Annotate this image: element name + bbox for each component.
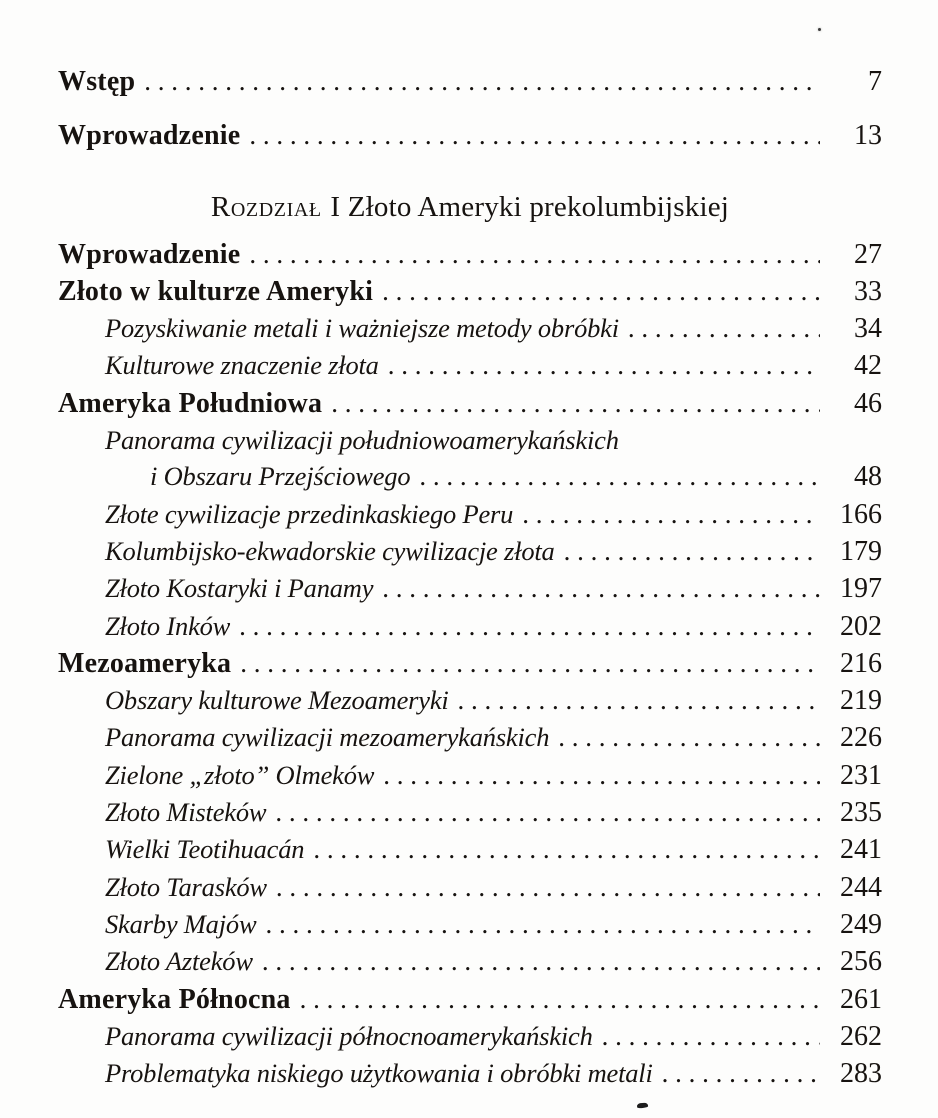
toc-entry-label: Wielki Teotihuacán (105, 834, 305, 865)
toc-entry (58, 1055, 882, 1092)
toc-entry-label: Obszary kulturowe Mezoameryki (105, 685, 449, 716)
toc-entry-page: 179 (840, 535, 882, 567)
toc-entry (58, 496, 882, 533)
toc-entry-label: Panorama cywilizacji południowoamerykańskich (105, 425, 619, 456)
dot-leader (300, 981, 820, 1017)
dot-leader (275, 794, 820, 830)
toc-entry-label: Złote cywilizacje przedinkaskiego Peru (105, 498, 514, 529)
dot-leader (240, 645, 820, 681)
toc-entry (58, 570, 882, 607)
toc-entry-page: 166 (840, 498, 882, 530)
toc-entry (58, 273, 882, 310)
toc-entry (58, 869, 882, 906)
dot-leader (564, 533, 820, 569)
dot-leader (662, 1055, 820, 1091)
dot-leader (144, 63, 820, 99)
dot-leader (558, 719, 820, 755)
toc-entry-label: Złoto Azteków (105, 946, 253, 977)
toc-entry-page: 13 (854, 120, 882, 152)
toc-entry (58, 117, 882, 154)
toc-entry-page: 231 (840, 759, 882, 791)
toc-entry-page: 34 (854, 313, 882, 345)
toc-entry-label: Pozyskiwanie metali i ważniejsze metody obróbki (105, 313, 619, 344)
toc-entry (58, 831, 882, 868)
toc-entry (58, 794, 882, 831)
toc-entry (58, 645, 882, 682)
toc-entry (58, 310, 882, 347)
toc-entry (58, 981, 882, 1018)
toc-entry-label: Złoto w kulturze Ameryki (58, 275, 374, 307)
chapter-heading-rozdzial: Rozdział (210, 190, 322, 223)
toc-entry-page: 244 (840, 871, 882, 903)
toc-entry-label: Kulturowe znaczenie złota (105, 350, 379, 381)
chapter-heading (58, 187, 882, 227)
chapter-heading-title: I Złoto Ameryki prekolumbijskiej (330, 190, 730, 223)
dot-leader (383, 757, 820, 793)
toc-entry-page: 48 (854, 461, 882, 493)
toc-entry-page: 249 (840, 908, 882, 940)
toc-entry-label: Ameryka Północna (58, 983, 291, 1015)
toc-entry-page: 256 (840, 946, 882, 978)
chapter-toc-entries (58, 236, 882, 1093)
toc-entry-label: Panorama cywilizacji mezoamerykańskich (105, 722, 550, 753)
toc-entry (58, 63, 882, 100)
toc-entry-label: Złoto Misteków (105, 797, 267, 828)
toc-entry-label: Zielone „złoto” Olmeków (105, 759, 375, 790)
toc-entry-page: 261 (840, 983, 882, 1015)
dot-leader (265, 906, 820, 942)
toc-entry-label: Mezoameryka (58, 647, 232, 679)
toc-entry (58, 682, 882, 719)
toc-entry-label: Złoto Inków (105, 610, 231, 641)
toc-entry (58, 608, 882, 645)
toc-entry-page: 33 (854, 275, 882, 307)
toc-entry-label: Kolumbijsko-ekwadorskie cywilizacje złota (105, 535, 555, 566)
toc-entry-page: 202 (840, 610, 882, 642)
dot-leader (262, 943, 820, 979)
dot-leader (382, 570, 820, 606)
dot-leader (458, 682, 820, 718)
toc-entry (58, 533, 882, 570)
toc-entry-label: i Obszaru Przejściowego (150, 461, 411, 492)
scan-artifact-dot-icon (818, 28, 821, 31)
toc-entry-page: 235 (840, 797, 882, 829)
dot-leader (313, 831, 820, 867)
toc-entry-label: Złoto Tarasków (105, 871, 267, 902)
toc-entry-label: Skarby Majów (105, 908, 257, 939)
toc-entry-label: Panorama cywilizacji północnoamerykańskich (105, 1020, 593, 1051)
dot-leader (602, 1018, 820, 1054)
toc-entry-page: 216 (840, 647, 882, 679)
dot-leader (522, 496, 820, 532)
toc-entry-page: 226 (840, 722, 882, 754)
toc-entry-label: Ameryka Południowa (58, 387, 323, 419)
toc-entry-label: Wprowadzenie (58, 120, 241, 152)
dot-leader (388, 347, 820, 383)
toc-entry-page: 42 (854, 350, 882, 382)
toc-entry-page: 7 (868, 66, 882, 97)
toc-entry-label: Problematyka niskiego użytkowania i obróbki metali (105, 1058, 653, 1089)
toc-entry-page: 262 (840, 1020, 882, 1052)
toc-entry-line2 (58, 458, 882, 495)
toc-entry (58, 1018, 882, 1055)
toc-entry-line1 (58, 422, 882, 458)
toc-entry-page: 283 (840, 1058, 882, 1090)
front-matter-entries (58, 63, 882, 155)
toc-entry (58, 236, 882, 273)
toc-entry (58, 906, 882, 943)
toc-entry (58, 385, 882, 422)
dot-leader (276, 869, 820, 905)
toc-entry (58, 347, 882, 384)
toc-entry-label: Wprowadzenie (58, 238, 241, 270)
dot-leader (331, 385, 820, 421)
dot-leader (382, 273, 820, 309)
dot-leader (249, 117, 820, 153)
toc-entry (58, 719, 882, 756)
toc-entry-page: 219 (840, 685, 882, 717)
dot-leader (628, 310, 820, 346)
dot-leader (419, 458, 820, 494)
toc-entry-page: 46 (854, 387, 882, 419)
dot-leader (239, 608, 820, 644)
toc-entry-page: 27 (854, 238, 882, 270)
toc-entry-page: 197 (840, 573, 882, 605)
toc-entry (58, 943, 882, 980)
toc-entry-label: Wstęp (58, 66, 136, 97)
dot-leader (249, 236, 820, 272)
toc-entry (58, 757, 882, 794)
toc-entry-label: Złoto Kostaryki i Panamy (105, 573, 374, 604)
toc-entry-page: 241 (840, 834, 882, 866)
